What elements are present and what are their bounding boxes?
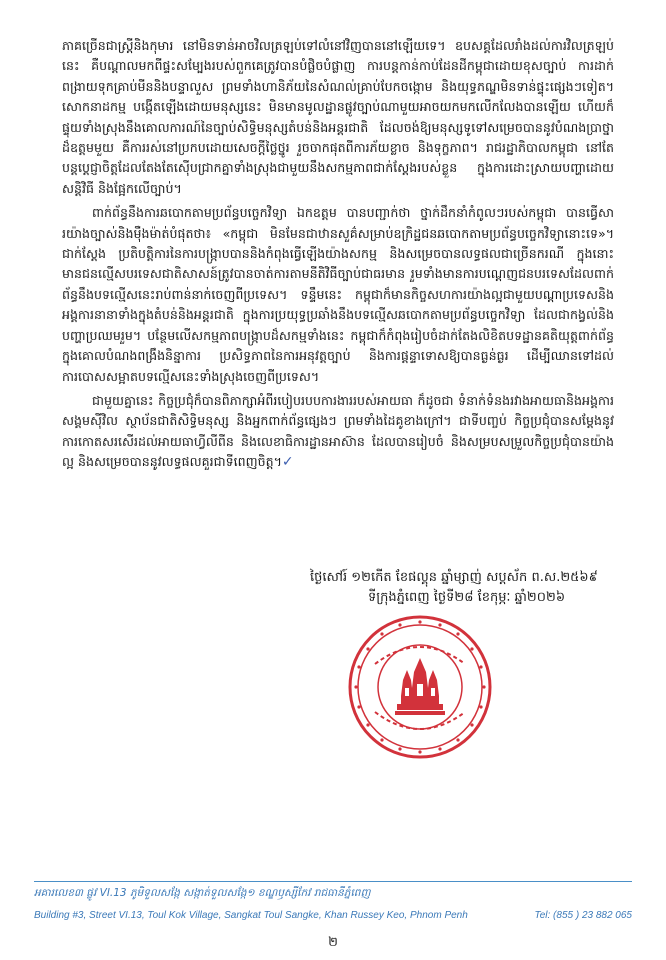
footer-address-english: Building #3, Street VI.13, Toul Kok Village, Sangkat Toul Sangke, Khan Russey Keo, Phnom Penh (34, 910, 468, 921)
lunar-date: ថ្ងៃសៅរ៍ ១២កើត ខែផល្គុន ឆ្នាំម្សាញ់ សប្តស័ក ព.ស.២៥៦៩ (310, 570, 598, 585)
paragraph-3 (62, 391, 614, 473)
paragraph-2: ពាក់ព័ន្ធនឹងការឆបោកតាមប្រព័ន្ធបច្ចេកវិទ្យា ឯកឧត្តម បានបញ្ជាក់ថា ថ្នាក់ដឹកនាំកំពូលៗរបស់កម្ពុជា បានធ្វើសារយ៉ាងច្បាស់និងម៉ឺងម៉ាត់បំផុតថា៖ «កម្ពុជា មិនមែនជាឋានសួគ៌សម្រាប់ឧក្រិដ្ឋជនឆបោកតាមប្រព័ន្ធបច្ចេកវិទ្យានោះទេ»។ ជាក់ស្តែង ប្រតិបត្តិការនៃការបង្ក្រាបបាននិងកំពុងធ្វើឡើងយ៉ាងសកម្ម និងសម្រេចបានលទ្ធផលជាច្រើនករណី ក្នុងនោះមានជនល្មើសបរទេសជាតិសាសន៍ត្រូវបានចាត់ការតាមនីតិវិធីច្បាប់ជាធរមាន រួមទាំងមានការបណ្តេញជនបរទេសដែលពាក់ព័ន្ធនឹងបទល្មើសនេះរាប់ពាន់នាក់ចេញពីប្រទេស។ ទន្ទឹមនេះ កម្ពុជាក៏មានកិច្ចសហការយ៉ាងល្អជាមួយបណ្តាប្រទេសនិងអង្គការនានាទាំងក្នុងតំបន់និងអន្តរជាតិ ក្នុងការប្រយុទ្ធប្រឆាំងនឹងបទល្មើសឆបោកតាមប្រព័ន្ធបច្ចេកវិទ្យា ដែលជាកង្វល់និងបញ្ហាប្រឈមរួម។ បន្ថែមលើសកម្មភាពបង្ក្រាបដ៏សកម្មទាំងនេះ កម្ពុជាក៏កំពុងរៀបចំដាក់តែងលិខិតបទដ្ឋានគតិយុត្តពាក់ព័ន្ធ ក្នុងគោលបំណងពង្រឹងនិន្នាការ ប្រសិទ្ធភាពនៃការអនុវត្តច្បាប់ និងការផ្តន្ទាទោសឱ្យបានធ្ងន់ធ្ងរ ដើម្បីឈានទៅដល់ការបោសសម្អាតបទល្មើសនេះទាំងស្រុងចេញពីប្រទេស។ (62, 205, 614, 384)
official-seal (345, 612, 495, 762)
end-checkmark: ✓ (281, 454, 294, 471)
page-number: ២ (328, 935, 338, 950)
footer-address-khmer: អគារលេខ៣ ផ្លូវ VI.13 ភូមិទួលសង្កែ សង្កាត់ទួលសង្កែ១ ខណ្ឌឫស្សីកែវ រាជធានីភ្នំពេញ (34, 887, 371, 899)
paragraph-1: ភាគច្រើនជាស្ត្រីនិងកុមារ នៅមិនទាន់អាចវិលត្រឡប់ទៅលំនៅវិញបាននៅឡើយទេ។ ឧបសគ្គដែលរាំងដល់ការវិលត្រឡប់នេះ គឺបណ្តាលមកពីផ្ទះសម្បែងរបស់ពួកគេត្រូវបានបំផ្លិចបំផ្លាញ ការបន្តកាន់កាប់ដែនដីកម្ពុជាដោយខុសច្បាប់ ការដាក់ពង្រាយទុកគ្រាប់មីននិងបន្ទាលួស ព្រមទាំងហានិភ័យនៃសំណល់គ្រាប់បែកចង្កោម និងយុទ្ធភណ្ឌមិនទាន់ផ្ទុះផ្សេងៗទៀត។ សោកនាដកម្ម បង្កើតឡើងដោយមនុស្សនេះ មិនមានមូលដ្ឋានផ្លូវច្បាប់ណាមួយអាចយកមកលើកលែងបានឡើយ ហើយក៏ផ្ទុយទាំងស្រុងនឹងគោលការណ៍នៃច្បាប់សិទ្ធិមនុស្សតំបន់និងអន្តរជាតិ ដែលចង់ឱ្យមនុស្សទូទៅសម្រេចបាននូវបំណងប្រាថ្នាដ៏ឧត្តមមួយ គឺការរស់នៅប្រកបដោយសេចក្តីថ្លៃថ្នូរ រួចចាកផុតពីការភ័យខ្លាច និងទុក្ខភាព។ រាជរដ្ឋាភិបាលកម្ពុជា នៅតែបន្តប្តេជ្ញាចិត្តដែលតែងតែស៊ើបជ្រាកគ្នាទាំងស្រុងជាមួយនឹងសកម្មភាពជាក់ស្តែងរបស់ខ្លួន ក្នុងការដោះស្រាយបញ្ហាដោយសន្តិវិធី និងផ្អែកលើច្បាប់។ (62, 38, 614, 196)
footer-telephone: Tel: (855 ) 23 882 065 (534, 910, 632, 921)
paragraph-3-text: ជាមួយគ្នានេះ កិច្ចប្រជុំក៏បានពិភាក្សាអំពីរបៀបរបបការងាររបស់អាយធា ក៏ដូចជា ទំនាក់ទំនងរវាងអាយធានិងអង្គការសង្គមស៊ីវិល ស្ថាប័នជាតិសិទ្ធិមនុស្ស និងអ្នកពាក់ព័ន្ធផ្សេងៗ ព្រមទាំងដៃគូខាងក្រៅ។ ជាទីបញ្ចប់ កិច្ចប្រជុំបានសម្តែងនូវការកោតសរសើរដល់អាយធាហ្វីលីពីន និងលេខាធិការដ្ឋានអាស៊ាន ដែលបានរៀបចំ និងសម្របសម្រួលកិច្ចប្រជុំបានយ៉ាងល្អ និងសម្រេចបាននូវលទ្ធផលគួរជាទីពេញចិត្ត។ (62, 392, 614, 470)
document-body (62, 36, 614, 477)
place-date: ទីក្រុងភ្នំពេញ ថ្ងៃទី២៨ ខែកុម្ភៈ ឆ្នាំ២០២៦ (368, 590, 566, 605)
date-block (310, 568, 630, 608)
footer-divider (34, 881, 632, 882)
